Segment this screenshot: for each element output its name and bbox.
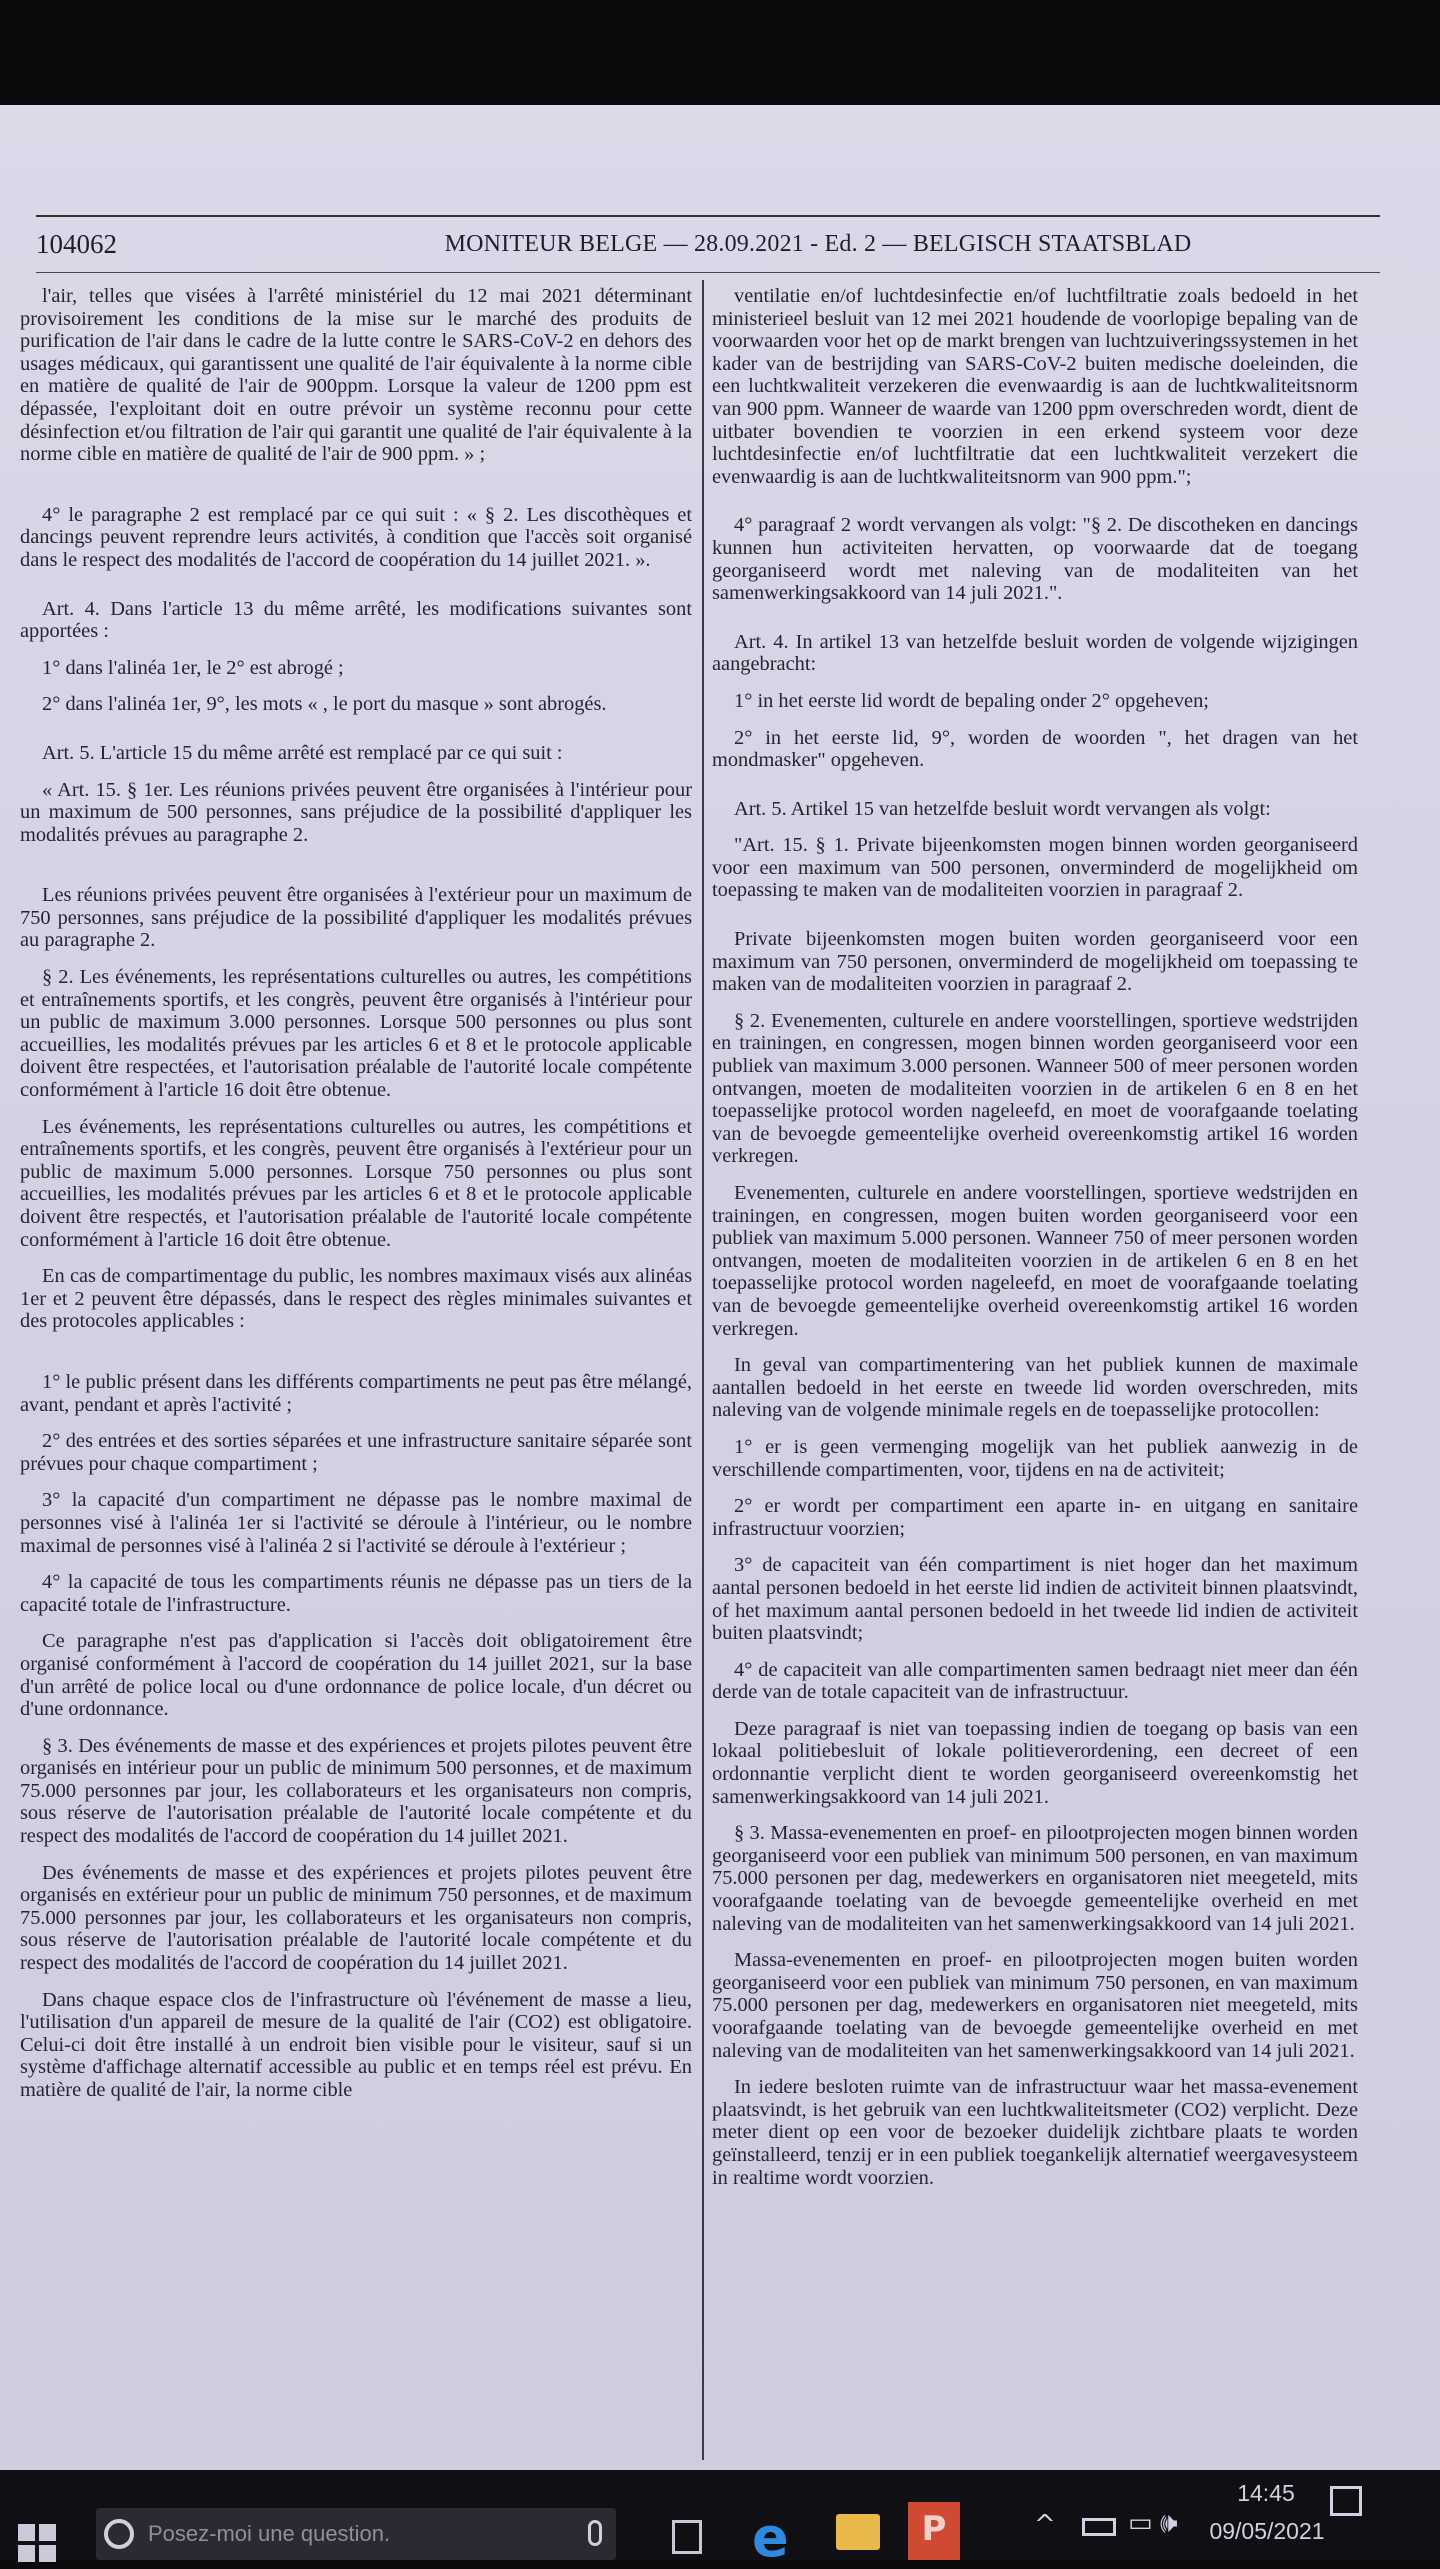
paragraph-fr: Art. 5. L'article 15 du même arrêté est remplacé par ce qui suit : bbox=[42, 741, 563, 764]
paragraph-nl: Massa-evenementen en proef- en pilootprojecten mogen buiten worden georganiseerd voor een publiek van minimum 750 personen, en van maximum 75.000 personen per dag, medewerkers en organisatoren niet meegeteld, mits voorafgaande toelating van de bevoegde gemeentelijke overheid en met naleving van de modaliteiten van het samenwerkingsakkoord van 14 juli 2021. bbox=[712, 1949, 1358, 2062]
windows-logo-icon bbox=[18, 2545, 35, 2562]
chevron-up-icon[interactable]: ^ bbox=[1034, 2510, 1056, 2540]
paragraph-fr: Ce paragraphe n'est pas d'application si l'accès doit obligatoirement être organisé conformément à l'accord de coopération du 14 juillet 2021, sur la base d'un arrêté de police local ou d'une ordonnance de police locale, d'un décret ou d'une ordonnance. bbox=[20, 1630, 692, 1721]
start-button[interactable] bbox=[18, 2520, 62, 2560]
paragraph-nl: 1° er is geen vermenging mogelijk van het publiek aanwezig in de verschillende compartimenten, voor, tijdens en na de activiteit; bbox=[712, 1435, 1358, 1481]
edge-icon[interactable]: e bbox=[752, 2506, 789, 2569]
search-icon bbox=[104, 2519, 134, 2549]
paragraph-nl: 2° er wordt per compartiment een aparte in- en uitgang en sanitaire infrastructuur voorzien; bbox=[712, 1495, 1358, 1540]
paragraph-fr: Des événements de masse et des expériences et projets pilotes peuvent être organisés en extérieur pour un public de minimum 750 personnes, et de maximum 75.000 personnes par jour, les collaborateurs et les organisateurs non compris, sous réserve de l'autorisation préalable de l'autorité locale compétente et du respect des modalités de l'accord de coopération du 14 juillet 2021. bbox=[20, 1861, 692, 1975]
paragraph-fr: § 2. Les événements, les représentations culturelles ou autres, les compétitions et entraînements sportifs, et les congrès, peuvent être organisés à l'intérieur pour un public de maximum 3.000 personnes. Lorsque 500 personnes ou plus sont accueillies, les modalités prévues par les articles 6 et 8 et le protocole applicable doivent être respectées, et l'autorisation préalable de l'autorité locale compétente conformément à l'article 16 doit être obtenue. bbox=[20, 966, 692, 1102]
paragraph-fr: 1° le public présent dans les différents compartiments ne peut pas être mélangé, avant, pendant et après l'activité ; bbox=[20, 1370, 692, 1416]
notification-icon[interactable] bbox=[1330, 2486, 1362, 2516]
search-placeholder: Posez-moi une question. bbox=[148, 2521, 391, 2546]
taskbar bbox=[0, 2470, 1440, 2569]
paragraph-fr: 4° la capacité de tous les compartiments réunis ne dépasse pas un tiers de la capacité totale de l'infrastructure. bbox=[20, 1571, 692, 1616]
paragraph-fr: § 3. Des événements de masse et des expériences et projets pilotes peuvent être organisés en intérieur pour un public de minimum 500 personnes, et de maximum 75.000 personnes par jour, les collaborateurs et les organisateurs non compris, sous réserve de l'autorisation préalable de l'autorité locale compétente et du respect des modalités de l'accord de coopération du 14 juillet 2021. bbox=[20, 1734, 692, 1848]
clock-date[interactable]: 09/05/2021 bbox=[1209, 2518, 1325, 2544]
task-view-icon[interactable] bbox=[672, 2520, 702, 2554]
windows-logo-icon bbox=[39, 2524, 56, 2541]
paragraph-nl: Deze paragraaf is niet van toepassing indien de toegang op basis van een lokaal politiebesluit of lokale politieverordening, een decreet of een ordonnantie verplicht dient te worden georganiseerd overeenkomstig het samenwerkingsakkoord van 14 juli 2021. bbox=[712, 1717, 1358, 1808]
page-number: 104062 bbox=[36, 229, 117, 259]
paragraph-fr: Les événements, les représentations culturelles ou autres, les compétitions et entraînements sportifs, et les congrès, peuvent être organisés à l'extérieur pour un public de maximum 5.000 personnes. Lorsque 750 personnes ou plus sont accueillies, les modalités prévues par les articles 6 et 8 et le protocole applicable doivent être respectés, et l'autorisation préalable de l'autorité locale compétente conformément à l'article 16 doit être obtenue. bbox=[20, 1115, 692, 1251]
paragraph-fr: 1° dans l'alinéa 1er, le 2° est abrogé ; bbox=[42, 656, 344, 679]
paragraph-nl: 1° in het eerste lid wordt de bepaling onder 2° opgeheven; bbox=[734, 689, 1209, 712]
document-page bbox=[0, 105, 1440, 2470]
paragraph-nl: 2° in het eerste lid, 9°, worden de woorden ", het dragen van het mondmasker" opgeheven. bbox=[712, 726, 1358, 772]
network-icon[interactable]: ▭ bbox=[1128, 2508, 1153, 2538]
paragraph-fr: Dans chaque espace clos de l'infrastructure où l'événement de masse a lieu, l'utilisation d'un appareil de mesure de la qualité de l'air (CO2) est obligatoire. Celui-ci doit être installé à un endroit bien visible pour le visiteur, sauf si un système d'affichage alternatif accessible au public et en temps réel est prévu. En matière de qualité de l'air, la norme cible bbox=[20, 1988, 692, 2101]
microphone-icon[interactable] bbox=[588, 2520, 602, 2546]
battery-icon[interactable] bbox=[1082, 2518, 1116, 2536]
paragraph-fr: Les réunions privées peuvent être organisées à l'extérieur pour un maximum de 750 personnes, sans préjudice de la possibilité d'appliquer les modalités prévues au paragraphe 2. bbox=[20, 884, 692, 952]
clock-time[interactable]: 14:45 bbox=[1237, 2480, 1295, 2506]
french-column bbox=[20, 285, 692, 2460]
paragraph-nl: Art. 5. Artikel 15 van hetzelfde besluit wordt vervangen als volgt: bbox=[734, 797, 1271, 820]
windows-logo-icon bbox=[39, 2545, 56, 2562]
paragraph-nl: In geval van compartimentering van het publiek kunnen de maximale aantallen bedoeld in het eerste en tweede lid worden overschreden, mits naleving van de volgende minimale regels en de toepasselijke protocollen: bbox=[712, 1354, 1358, 1422]
dutch-column bbox=[712, 285, 1358, 2460]
paragraph-nl: In iedere besloten ruimte van de infrastructuur waar het massa-evenement plaatsvindt, is het gebruik van een luchtkwaliteitsmeter (CO2) verplicht. Deze meter dient op een voor de bezoeker duidelijk zichtbare plaats te worden geïnstalleerd, tenzij er in een publiek toegankelijk alternatief weergavesysteem in realtime wordt voorzien. bbox=[712, 2076, 1358, 2189]
paragraph-nl: § 2. Evenementen, culturele en andere voorstellingen, sportieve wedstrijden en trainingen, en congressen, mogen binnen worden georganiseerd voor een publiek van maximum 3.000 personen. Wanneer 500 of meer personen worden ontvangen, moeten de modaliteiten voorzien in de artikelen 6 en 8 en het toepasselijke protocol worden nageleefd, en moet de voorafgaande toelating van de bevoegde gemeentelijke overheid overeenkomstig artikel 16 worden verkregen. bbox=[712, 1009, 1358, 1168]
paragraph-nl: Private bijeenkomsten mogen buiten worden georganiseerd voor een maximum van 750 personen, onverminderd de mogelijkheid om toepassing te maken van de modaliteiten voorzien in paragraaf 2. bbox=[712, 928, 1358, 996]
powerpoint-icon[interactable]: P bbox=[908, 2502, 960, 2560]
header-title: MONITEUR BELGE — 28.09.2021 - Ed. 2 — BELGISCH STAATSBLAD bbox=[444, 231, 1192, 257]
paragraph-fr: En cas de compartimentage du public, les nombres maximaux visés aux alinéas 1er et 2 peuvent être dépassés, dans le respect des règles minimales suivantes et des protocoles applicables : bbox=[20, 1265, 692, 1333]
volume-icon[interactable]: 🕪 bbox=[1160, 2506, 1178, 2539]
paragraph-fr: 2° dans l'alinéa 1er, 9°, les mots « , le port du masque » sont abrogés. bbox=[42, 693, 607, 716]
paragraph-nl: ventilatie en/of luchtdesinfectie en/of luchtfiltratie zoals bedoeld in het ministerieel besluit van 12 mei 2021 houdende de voorlopige bepaling van de voorwaarden voor het op de markt brengen van luchtzuiveringssystemen in het kader van de bestrijding van SARS-CoV-2 buiten medische doeleinden, die een luchtkwaliteit verzekeren die evenwaardig is aan de luchtkwaliteitsnorm van 900 ppm. Wanneer de waarde van 1200 ppm overschreden wordt, dient de uitbater bovendien te voorzien in een erkend systeem voor deze luchtdesinfectie en/of luchtfiltratie dat een luchtkwaliteit verzekert die evenwaardig is aan de luchtkwaliteitsnorm van 900 ppm."; bbox=[712, 285, 1358, 488]
paragraph-fr: 4° le paragraphe 2 est remplacé par ce qui suit : « § 2. Les discothèques et dancings peuvent reprendre leurs activités, à condition que l'accès soit organisé dans le respect des modalités de l'accord de coopération du 14 juillet 2021. ». bbox=[20, 503, 692, 571]
paragraph-nl: 4° paragraaf 2 wordt vervangen als volgt: "§ 2. De discotheken en dancings kunnen hun activiteiten hervatten, op voorwaarde dat de toegang georganiseerd wordt met naleving van de modaliteiten van het samenwerkingsakkoord van 14 juli 2021.". bbox=[712, 514, 1358, 605]
paragraph-fr: Art. 4. Dans l'article 13 du même arrêté, les modifications suivantes sont apportées : bbox=[20, 597, 692, 643]
paragraph-nl: 3° de capaciteit van één compartiment is niet hoger dan het maximum aantal personen bedoeld in het eerste lid indien de activiteit binnen plaatsvindt, of het maximum aantal personen bedoeld in het tweede lid indien de activiteit buiten plaatsvindt; bbox=[712, 1554, 1358, 1645]
paragraph-nl: "Art. 15. § 1. Private bijeenkomsten mogen binnen worden georganiseerd voor een maximum van 500 personen, onverminderd de mogelijkheid om toepassing te maken van de modaliteiten voorzien in paragraaf 2. bbox=[712, 834, 1358, 902]
paragraph-fr: l'air, telles que visées à l'arrêté ministériel du 12 mai 2021 déterminant provisoirement les conditions de la mise sur le marché des produits de purification de l'air dans le cadre de la lutte contre le SARS-CoV-2 en dehors des usages médicaux, qui garantissent une qualité de l'air équivalente à la norme cible en matière de qualité de l'air de 900ppm. Lorsque la valeur de 1200 ppm est dépassée, l'exploitant doit en outre prévoir un système reconnu pour cette désinfection et/ou filtration de l'air qui garantit une qualité de l'air équivalente à la norme cible en matière de qualité de l'air de 900 ppm. » ; bbox=[20, 285, 692, 466]
file-explorer-icon[interactable] bbox=[836, 2514, 880, 2550]
paragraph-fr: 2° des entrées et des sorties séparées et une infrastructure sanitaire séparée sont prévues pour chaque compartiment ; bbox=[20, 1430, 692, 1475]
paragraph-nl: Evenementen, culturele en andere voorstellingen, sportieve wedstrijden en trainingen, en congressen, mogen buiten worden georganiseerd voor een publiek van maximum 5.000 personen. Wanneer 750 of meer personen worden ontvangen, moeten de modaliteiten voorzien in de artikelen 6 en 8 en het toepasselijke protocol worden nageleefd, en moet de voorafgaande toelating van de bevoegde gemeentelijke overheid overeenkomstig artikel 16 worden verkregen. bbox=[712, 1182, 1358, 1340]
column-divider bbox=[702, 280, 704, 2460]
paragraph-nl: § 3. Massa-evenementen en proef- en pilootprojecten mogen binnen worden georganiseerd voor een publiek van minimum 500 personen, en van maximum 75.000 personen per dag, medewerkers en organisatoren niet meegeteld, mits voorafgaande toelating van de bevoegde gemeentelijke overheid en met naleving van de modaliteiten van het samenwerkingsakkoord van 14 juli 2021. bbox=[712, 1822, 1358, 1935]
paragraph-fr: « Art. 15. § 1er. Les réunions privées peuvent être organisées à l'intérieur pour un maximum de 500 personnes, sans préjudice de la possibilité d'appliquer les modalités prévues au paragraphe 2. bbox=[20, 778, 692, 846]
page-header bbox=[36, 215, 1380, 273]
paragraph-nl: Art. 4. In artikel 13 van hetzelfde besluit worden de volgende wijzigingen aangebracht: bbox=[712, 630, 1358, 676]
windows-logo-icon bbox=[18, 2524, 35, 2541]
paragraph-fr: 3° la capacité d'un compartiment ne dépasse pas le nombre maximal de personnes visé à l'alinéa 1er si l'activité se déroule à l'intérieur, ou le nombre maximal de personnes visé à l'alinéa 2 si l'activité se déroule à l'extérieur ; bbox=[20, 1489, 692, 1557]
search-box[interactable] bbox=[96, 2508, 616, 2560]
paragraph-nl: 4° de capaciteit van alle compartimenten samen bedraagt niet meer dan één derde van de totale capaciteit van de infrastructuur. bbox=[712, 1658, 1358, 1704]
